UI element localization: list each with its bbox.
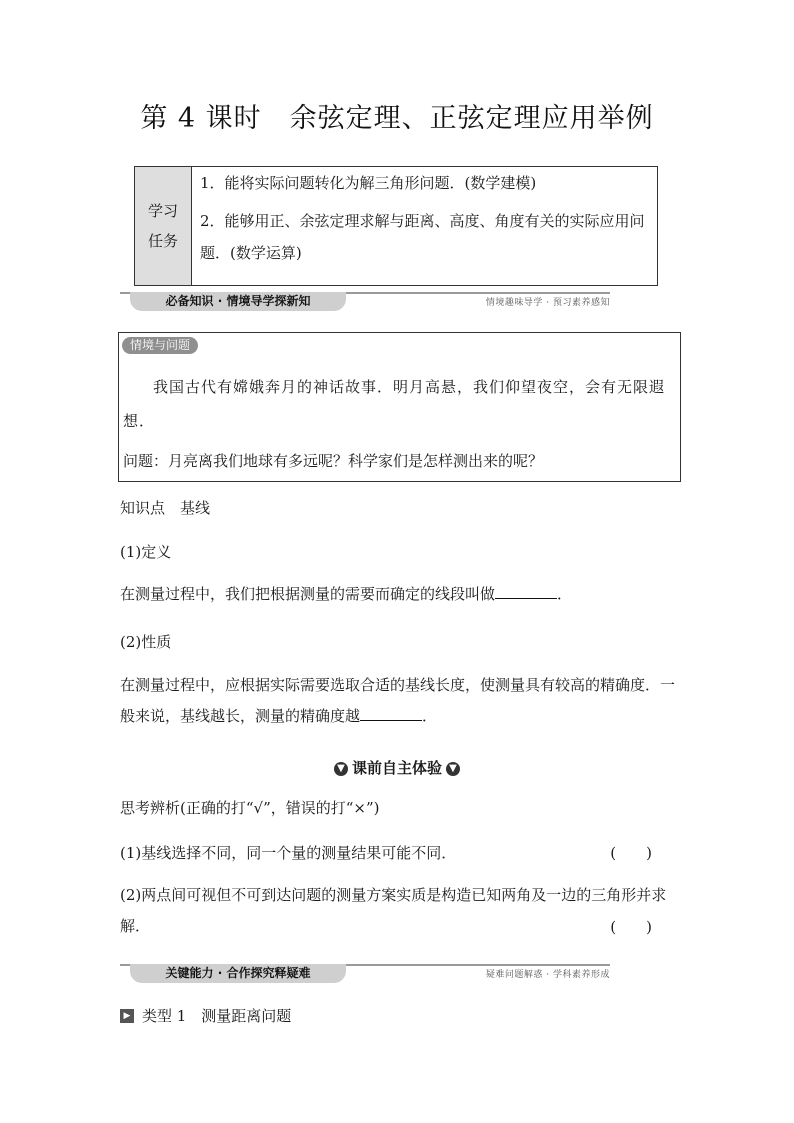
preclass-heading-text: 课前自主体验 — [351, 759, 442, 777]
section-banner-key-abilities — [120, 961, 610, 985]
property-sentence: 在测量过程中，应根据实际需要选取合适的基线长度，使测量具有较高的精确度．一般来说，基线越长，测量的精确度越 — [120, 676, 676, 725]
learning-tasks-label-line1: 学习 — [147, 202, 178, 220]
learning-tasks-label — [135, 167, 192, 285]
preclass-heading — [0, 757, 794, 778]
banner-subtitle: 疑难问题解惑 · 学科素养形成 — [485, 970, 610, 980]
type-1-heading-text: 类型 1 测量距离问题 — [142, 1007, 292, 1025]
property-end: ． — [422, 707, 438, 725]
property-heading: (2)性质 — [120, 633, 172, 651]
judgment-question-2: (2)两点间可视但不可到达问题的测量方案实质是构造已知两角及一边的三角形并求解． — [120, 886, 667, 935]
knowledge-point-heading: 知识点 基线 — [120, 499, 211, 517]
learning-tasks-label-line2: 任务 — [147, 232, 178, 250]
definition-end: ． — [557, 585, 573, 603]
learning-task-2: 2．能够用正、余弦定理求解与距离、高度、角度有关的实际应用问题．(数学运算) — [200, 212, 645, 262]
judgment-question-1: (1)基线选择不同，同一个量的测量结果可能不同． — [120, 844, 457, 862]
property-text — [120, 670, 680, 732]
scenario-tag: 情境与问题 — [122, 337, 198, 354]
learning-tasks-content — [192, 167, 657, 285]
scenario-story: 我国古代有嫦娥奔月的神话故事．明月高悬，我们仰望夜空，会有无限遐想． — [123, 378, 666, 430]
down-arrow-icon: ▼ — [446, 762, 460, 776]
page-title: 第 4 课时 余弦定理、正弦定理应用举例 — [140, 103, 654, 134]
definition-sentence: 在测量过程中，我们把根据测量的需要而确定的线段叫做 — [120, 585, 496, 603]
learning-tasks-box — [134, 166, 658, 286]
banner-subtitle: 情境趣味导学 · 预习素养感知 — [485, 298, 610, 308]
down-arrow-icon: ▼ — [334, 762, 348, 776]
answer-parentheses-1[interactable]: ( ) — [610, 844, 652, 862]
judgment-instruction: 思考辨析(正确的打“√”，错误的打“×”) — [120, 799, 380, 817]
scenario-box — [118, 332, 681, 482]
play-triangle-icon: ▶ — [120, 1009, 134, 1023]
definition-heading: (1)定义 — [120, 543, 172, 561]
banner-tab-label: 必备知识 · 情境导学探新知 — [130, 292, 346, 311]
type-1-heading — [120, 1005, 291, 1026]
answer-blank[interactable] — [360, 705, 422, 721]
answer-blank[interactable] — [495, 583, 557, 599]
scenario-question: 问题：月亮离我们地球有多远呢？科学家们是怎样测出来的呢？ — [123, 452, 544, 470]
definition-text — [120, 579, 680, 610]
banner-tab-label: 关键能力 · 合作探究释疑难 — [130, 964, 346, 983]
section-banner-essential-knowledge — [120, 289, 610, 313]
answer-parentheses-2[interactable]: ( ) — [610, 918, 652, 936]
learning-task-1: 1．能将实际问题转化为解三角形问题．(数学建模) — [200, 174, 537, 192]
